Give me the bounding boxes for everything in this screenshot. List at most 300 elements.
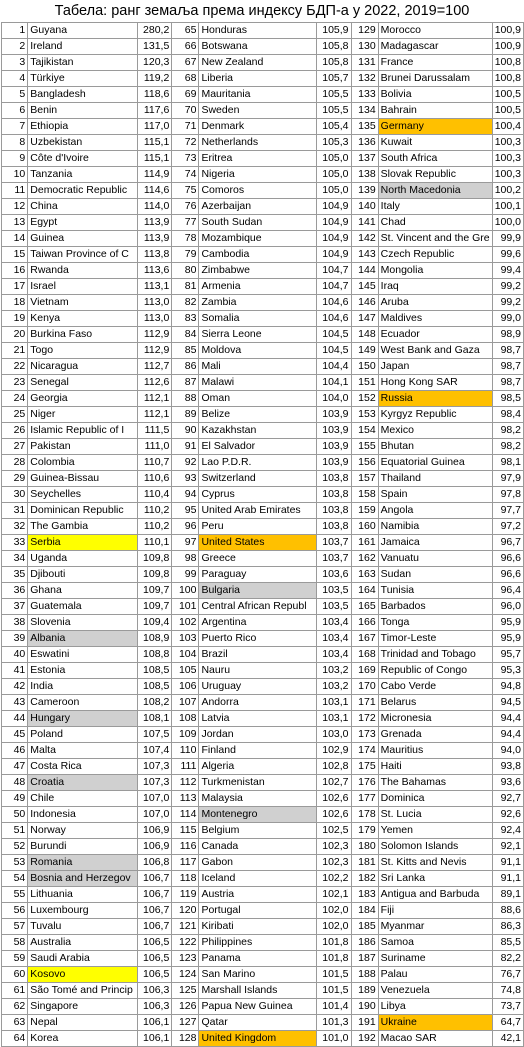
value-cell: 93,8 — [492, 759, 523, 775]
table-row — [2, 455, 524, 471]
country-cell: Costa Rica — [28, 759, 138, 775]
table-title: Табела: ранг земаља према индексу БДП-а у 2022, 2019=100 — [54, 3, 470, 19]
country-cell: Kosovo — [28, 967, 138, 983]
country-cell: Bahrain — [378, 103, 492, 119]
country-cell: North Macedonia — [378, 183, 492, 199]
rank-cell: 120 — [172, 903, 199, 919]
value-cell: 98,7 — [492, 375, 523, 391]
country-cell: Tuvalu — [28, 919, 138, 935]
rank-cell: 36 — [2, 583, 28, 599]
rank-cell: 59 — [2, 951, 28, 967]
rank-cell: 55 — [2, 887, 28, 903]
value-cell: 113,1 — [137, 279, 171, 295]
rank-cell: 21 — [2, 343, 28, 359]
value-cell: 105,0 — [317, 183, 351, 199]
rank-cell: 16 — [2, 263, 28, 279]
country-cell: Iceland — [199, 871, 317, 887]
country-cell: Burkina Faso — [28, 327, 138, 343]
value-cell: 100,5 — [492, 87, 523, 103]
country-cell: Libya — [378, 999, 492, 1015]
rank-cell: 3 — [2, 55, 28, 71]
value-cell: 95,9 — [492, 631, 523, 647]
rank-cell: 17 — [2, 279, 28, 295]
value-cell: 101,0 — [317, 1031, 351, 1047]
country-cell: Yemen — [378, 823, 492, 839]
country-cell: Vietnam — [28, 295, 138, 311]
table-row — [2, 359, 524, 375]
rank-cell: 54 — [2, 871, 28, 887]
value-cell: 103,7 — [317, 551, 351, 567]
country-cell: Serbia — [28, 535, 138, 551]
value-cell: 103,1 — [317, 711, 351, 727]
rank-cell: 83 — [172, 311, 199, 327]
country-cell: Germany — [378, 119, 492, 135]
table-row — [2, 487, 524, 503]
country-cell: Thailand — [378, 471, 492, 487]
country-cell: Bosnia and Herzegov — [28, 871, 138, 887]
value-cell: 91,1 — [492, 855, 523, 871]
value-cell: 98,5 — [492, 391, 523, 407]
country-cell: Belarus — [378, 695, 492, 711]
rank-cell: 184 — [351, 903, 378, 919]
value-cell: 103,8 — [317, 487, 351, 503]
value-cell: 111,5 — [137, 423, 171, 439]
country-cell: Russia — [378, 391, 492, 407]
rank-cell: 45 — [2, 727, 28, 743]
country-cell: Chile — [28, 791, 138, 807]
rank-cell: 152 — [351, 391, 378, 407]
value-cell: 102,6 — [317, 807, 351, 823]
table-row — [2, 855, 524, 871]
rank-cell: 5 — [2, 87, 28, 103]
value-cell: 117,6 — [137, 103, 171, 119]
country-cell: Panama — [199, 951, 317, 967]
value-cell: 118,6 — [137, 87, 171, 103]
country-cell: Qatar — [199, 1015, 317, 1031]
country-cell: Malaysia — [199, 791, 317, 807]
value-cell: 103,9 — [317, 439, 351, 455]
rank-cell: 130 — [351, 39, 378, 55]
value-cell: 100,9 — [492, 39, 523, 55]
rank-cell: 102 — [172, 615, 199, 631]
country-cell: Paraguay — [199, 567, 317, 583]
rank-cell: 139 — [351, 183, 378, 199]
rank-cell: 27 — [2, 439, 28, 455]
country-cell: Algeria — [199, 759, 317, 775]
country-cell: Cameroon — [28, 695, 138, 711]
country-cell: Grenada — [378, 727, 492, 743]
table-row — [2, 263, 524, 279]
rank-cell: 46 — [2, 743, 28, 759]
value-cell: 109,7 — [137, 599, 171, 615]
value-cell: 103,5 — [317, 599, 351, 615]
country-cell: Namibia — [378, 519, 492, 535]
table-row — [2, 39, 524, 55]
rank-cell: 26 — [2, 423, 28, 439]
rank-cell: 190 — [351, 999, 378, 1015]
rank-cell: 61 — [2, 983, 28, 999]
value-cell: 109,8 — [137, 551, 171, 567]
rank-cell: 77 — [172, 215, 199, 231]
rank-cell: 182 — [351, 871, 378, 887]
rank-cell: 24 — [2, 391, 28, 407]
rank-cell: 14 — [2, 231, 28, 247]
country-cell: Mozambique — [199, 231, 317, 247]
value-cell: 99,6 — [492, 247, 523, 263]
rank-cell: 90 — [172, 423, 199, 439]
table-row — [2, 103, 524, 119]
rank-cell: 134 — [351, 103, 378, 119]
value-cell: 103,4 — [317, 631, 351, 647]
value-cell: 109,4 — [137, 615, 171, 631]
country-cell: Nepal — [28, 1015, 138, 1031]
value-cell: 102,6 — [317, 791, 351, 807]
country-cell: Montenegro — [199, 807, 317, 823]
value-cell: 105,0 — [317, 167, 351, 183]
country-cell: Hungary — [28, 711, 138, 727]
rank-cell: 47 — [2, 759, 28, 775]
rank-cell: 98 — [172, 551, 199, 567]
rank-cell: 181 — [351, 855, 378, 871]
value-cell: 96,6 — [492, 551, 523, 567]
rank-cell: 183 — [351, 887, 378, 903]
rank-cell: 19 — [2, 311, 28, 327]
value-cell: 98,1 — [492, 455, 523, 471]
rank-cell: 189 — [351, 983, 378, 999]
rank-cell: 49 — [2, 791, 28, 807]
country-cell: China — [28, 199, 138, 215]
rank-cell: 1 — [2, 23, 28, 39]
value-cell: 92,6 — [492, 807, 523, 823]
rank-cell: 84 — [172, 327, 199, 343]
country-cell: Cabo Verde — [378, 679, 492, 695]
country-cell: The Gambia — [28, 519, 138, 535]
rank-cell: 150 — [351, 359, 378, 375]
table-row — [2, 999, 524, 1015]
rank-cell: 187 — [351, 951, 378, 967]
value-cell: 94,4 — [492, 727, 523, 743]
country-cell: Zambia — [199, 295, 317, 311]
table-row — [2, 647, 524, 663]
value-cell: 106,7 — [137, 903, 171, 919]
rank-cell: 18 — [2, 295, 28, 311]
rank-cell: 28 — [2, 455, 28, 471]
rank-cell: 170 — [351, 679, 378, 695]
country-cell: Oman — [199, 391, 317, 407]
rank-cell: 158 — [351, 487, 378, 503]
value-cell: 113,9 — [137, 231, 171, 247]
country-cell: Türkiye — [28, 71, 138, 87]
rank-cell: 162 — [351, 551, 378, 567]
value-cell: 94,4 — [492, 711, 523, 727]
gdp-index-table — [1, 22, 524, 1047]
country-cell: Mongolia — [378, 263, 492, 279]
rank-cell: 143 — [351, 247, 378, 263]
rank-cell: 174 — [351, 743, 378, 759]
value-cell: 104,9 — [317, 199, 351, 215]
table-row — [2, 295, 524, 311]
country-cell: Seychelles — [28, 487, 138, 503]
rank-cell: 191 — [351, 1015, 378, 1031]
country-cell: Uganda — [28, 551, 138, 567]
country-cell: Saudi Arabia — [28, 951, 138, 967]
table-row — [2, 407, 524, 423]
rank-cell: 101 — [172, 599, 199, 615]
table-row — [2, 791, 524, 807]
country-cell: Nauru — [199, 663, 317, 679]
value-cell: 73,7 — [492, 999, 523, 1015]
value-cell: 104,5 — [317, 343, 351, 359]
value-cell: 97,9 — [492, 471, 523, 487]
table-row — [2, 167, 524, 183]
rank-cell: 105 — [172, 663, 199, 679]
rank-cell: 163 — [351, 567, 378, 583]
value-cell: 105,0 — [317, 151, 351, 167]
value-cell: 110,6 — [137, 471, 171, 487]
value-cell: 102,5 — [317, 823, 351, 839]
table-row — [2, 823, 524, 839]
rank-cell: 149 — [351, 343, 378, 359]
value-cell: 106,7 — [137, 887, 171, 903]
country-cell: Spain — [378, 487, 492, 503]
country-cell: Nigeria — [199, 167, 317, 183]
value-cell: 96,6 — [492, 567, 523, 583]
rank-cell: 56 — [2, 903, 28, 919]
value-cell: 111,0 — [137, 439, 171, 455]
rank-cell: 30 — [2, 487, 28, 503]
rank-cell: 40 — [2, 647, 28, 663]
table-row — [2, 23, 524, 39]
rank-cell: 127 — [172, 1015, 199, 1031]
table-row — [2, 871, 524, 887]
rank-cell: 6 — [2, 103, 28, 119]
rank-cell: 70 — [172, 103, 199, 119]
country-cell: Bhutan — [378, 439, 492, 455]
table-row — [2, 439, 524, 455]
value-cell: 104,9 — [317, 247, 351, 263]
country-cell: Djibouti — [28, 567, 138, 583]
value-cell: 104,1 — [317, 375, 351, 391]
table-row — [2, 551, 524, 567]
country-cell: St. Lucia — [378, 807, 492, 823]
country-cell: United Arab Emirates — [199, 503, 317, 519]
rank-cell: 110 — [172, 743, 199, 759]
country-cell: Republic of Congo — [378, 663, 492, 679]
country-cell: São Tomé and Princip — [28, 983, 138, 999]
country-cell: Cyprus — [199, 487, 317, 503]
table-row — [2, 183, 524, 199]
value-cell: 107,3 — [137, 759, 171, 775]
value-cell: 109,7 — [137, 583, 171, 599]
rank-cell: 131 — [351, 55, 378, 71]
value-cell: 100,2 — [492, 183, 523, 199]
rank-cell: 12 — [2, 199, 28, 215]
country-cell: Ireland — [28, 39, 138, 55]
rank-cell: 41 — [2, 663, 28, 679]
country-cell: Venezuela — [378, 983, 492, 999]
value-cell: 105,5 — [317, 87, 351, 103]
rank-cell: 140 — [351, 199, 378, 215]
value-cell: 106,9 — [137, 839, 171, 855]
value-cell: 114,0 — [137, 199, 171, 215]
rank-cell: 132 — [351, 71, 378, 87]
value-cell: 100,3 — [492, 167, 523, 183]
country-cell: Finland — [199, 743, 317, 759]
rank-cell: 157 — [351, 471, 378, 487]
table-row — [2, 535, 524, 551]
rank-cell: 137 — [351, 151, 378, 167]
country-cell: Mali — [199, 359, 317, 375]
value-cell: 107,0 — [137, 791, 171, 807]
value-cell: 101,8 — [317, 951, 351, 967]
table-row — [2, 215, 524, 231]
country-cell: Trinidad and Tobago — [378, 647, 492, 663]
rank-cell: 44 — [2, 711, 28, 727]
table-row — [2, 903, 524, 919]
value-cell: 110,1 — [137, 535, 171, 551]
value-cell: 105,7 — [317, 71, 351, 87]
rank-cell: 153 — [351, 407, 378, 423]
country-cell: Andorra — [199, 695, 317, 711]
country-cell: Uruguay — [199, 679, 317, 695]
country-cell: South Sudan — [199, 215, 317, 231]
rank-cell: 11 — [2, 183, 28, 199]
rank-cell: 145 — [351, 279, 378, 295]
country-cell: Estonia — [28, 663, 138, 679]
country-cell: Lithuania — [28, 887, 138, 903]
rank-cell: 142 — [351, 231, 378, 247]
table-row — [2, 631, 524, 647]
country-cell: Romania — [28, 855, 138, 871]
country-cell: Georgia — [28, 391, 138, 407]
country-cell: Mauritius — [378, 743, 492, 759]
country-cell: Albania — [28, 631, 138, 647]
rank-cell: 164 — [351, 583, 378, 599]
value-cell: 104,6 — [317, 311, 351, 327]
value-cell: 107,4 — [137, 743, 171, 759]
rank-cell: 39 — [2, 631, 28, 647]
table-row — [2, 919, 524, 935]
rank-cell: 138 — [351, 167, 378, 183]
rank-cell: 91 — [172, 439, 199, 455]
rank-cell: 86 — [172, 359, 199, 375]
country-cell: South Africa — [378, 151, 492, 167]
value-cell: 99,9 — [492, 231, 523, 247]
country-cell: Hong Kong SAR — [378, 375, 492, 391]
country-cell: Bulgaria — [199, 583, 317, 599]
country-cell: Iraq — [378, 279, 492, 295]
country-cell: Brunei Darussalam — [378, 71, 492, 87]
rank-cell: 43 — [2, 695, 28, 711]
country-cell: Guinea-Bissau — [28, 471, 138, 487]
country-cell: Morocco — [378, 23, 492, 39]
value-cell: 280,2 — [137, 23, 171, 39]
rank-cell: 60 — [2, 967, 28, 983]
rank-cell: 116 — [172, 839, 199, 855]
rank-cell: 109 — [172, 727, 199, 743]
table-row — [2, 391, 524, 407]
value-cell: 100,9 — [492, 23, 523, 39]
table-row — [2, 711, 524, 727]
country-cell: India — [28, 679, 138, 695]
country-cell: Equatorial Guinea — [378, 455, 492, 471]
rank-cell: 179 — [351, 823, 378, 839]
country-cell: San Marino — [199, 967, 317, 983]
country-cell: Norway — [28, 823, 138, 839]
value-cell: 103,5 — [317, 583, 351, 599]
country-cell: Tunisia — [378, 583, 492, 599]
value-cell: 101,3 — [317, 1015, 351, 1031]
country-cell: Belize — [199, 407, 317, 423]
table-row — [2, 1015, 524, 1031]
value-cell: 105,8 — [317, 55, 351, 71]
value-cell: 104,5 — [317, 327, 351, 343]
country-cell: Kenya — [28, 311, 138, 327]
rank-cell: 9 — [2, 151, 28, 167]
value-cell: 100,3 — [492, 151, 523, 167]
country-cell: Slovenia — [28, 615, 138, 631]
country-cell: Cambodia — [199, 247, 317, 263]
value-cell: 103,9 — [317, 423, 351, 439]
table-row — [2, 567, 524, 583]
country-cell: Indonesia — [28, 807, 138, 823]
country-cell: Egypt — [28, 215, 138, 231]
value-cell: 112,9 — [137, 343, 171, 359]
value-cell: 103,2 — [317, 663, 351, 679]
value-cell: 131,5 — [137, 39, 171, 55]
value-cell: 115,1 — [137, 135, 171, 151]
country-cell: Vanuatu — [378, 551, 492, 567]
rank-cell: 80 — [172, 263, 199, 279]
value-cell: 102,2 — [317, 871, 351, 887]
value-cell: 97,7 — [492, 503, 523, 519]
rank-cell: 65 — [172, 23, 199, 39]
value-cell: 106,5 — [137, 967, 171, 983]
value-cell: 106,5 — [137, 951, 171, 967]
value-cell: 100,4 — [492, 119, 523, 135]
rank-cell: 50 — [2, 807, 28, 823]
country-cell: Bangladesh — [28, 87, 138, 103]
country-cell: Armenia — [199, 279, 317, 295]
country-cell: Islamic Republic of I — [28, 423, 138, 439]
table-row — [2, 247, 524, 263]
rank-cell: 104 — [172, 647, 199, 663]
value-cell: 101,8 — [317, 935, 351, 951]
value-cell: 112,1 — [137, 407, 171, 423]
country-cell: Singapore — [28, 999, 138, 1015]
rank-cell: 107 — [172, 695, 199, 711]
country-cell: Netherlands — [199, 135, 317, 151]
value-cell: 98,2 — [492, 439, 523, 455]
value-cell: 113,0 — [137, 295, 171, 311]
country-cell: Taiwan Province of C — [28, 247, 138, 263]
table-row — [2, 151, 524, 167]
rank-cell: 92 — [172, 455, 199, 471]
country-cell: Mauritania — [199, 87, 317, 103]
rank-cell: 2 — [2, 39, 28, 55]
table-row — [2, 679, 524, 695]
value-cell: 85,5 — [492, 935, 523, 951]
rank-cell: 38 — [2, 615, 28, 631]
value-cell: 106,3 — [137, 999, 171, 1015]
table-row — [2, 471, 524, 487]
rank-cell: 52 — [2, 839, 28, 855]
value-cell: 96,4 — [492, 583, 523, 599]
value-cell: 120,3 — [137, 55, 171, 71]
table-row — [2, 759, 524, 775]
country-cell: Ethiopia — [28, 119, 138, 135]
country-cell: Bolivia — [378, 87, 492, 103]
